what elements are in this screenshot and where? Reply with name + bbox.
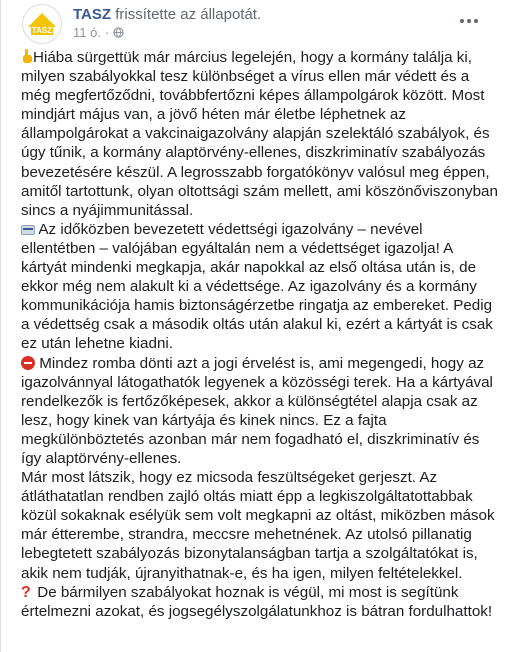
author-line (73, 6, 261, 24)
paragraph-text: Mindez romba dönti azt a jogi érvelést is, ami megengedi, hogy az igazolvánnyal látogathatók legyenek a közösségi terek. Ha a kártyával rendelkezők is fertőzőképesek, akkor a különségtétel alapja csak az lesz, hogy kinek van kártyája és kinek nincs. Ez a fajta megkülönböztetés azonban már nem fogadható el, diszkriminatív és így alaptörvény-ellenes. (21, 354, 493, 467)
more-dot-icon (474, 19, 478, 23)
post-header (13, 4, 499, 44)
globe-icon[interactable] (113, 27, 124, 38)
more-dot-icon (460, 19, 464, 23)
post-timestamp-link[interactable]: 11 ó. (73, 25, 101, 40)
tasz-logo-icon (23, 5, 61, 43)
paragraph-text: Az időközben bevezetett védettségi igazolvány – nevével ellentétben – valójában egyáltalán nem a védettséget igazolja! A kártyát mindenki megkapja, akár napokkal az első oltása után is, de ekkor még nem alakult ki a védettsége. Az igazolvány és a kormány kommunikációja hamis biztonságérzetbe ringatja az embereket. Pedig a védettség csak a második oltás után alakul ki, ezért a kártyát is csak ez után lehetne kiadni. (21, 220, 493, 353)
avatar-logo-text: TASZ (31, 26, 53, 35)
more-dot-icon (467, 19, 471, 23)
post-action-text: frissítette az állapotát. (115, 6, 262, 23)
tasz-logo-avatar[interactable] (22, 4, 62, 44)
paragraph-text: Hiába sürgettük már március legelején, hogy a kormány találja ki, milyen szabályokkal tesz különbséget a vírus ellen már védett és a még megfertőződni, továbbfertőzni képes állampolgárok között. Most mindjárt május van, a jövő héten már életbe léphetnek az állampolgárokat a vakcinaigazolvány alapján szelektáló szabályok, és úgy tűnik, a kormány alaptörvény-ellenes, diszkriminatív szabályozás bevezetésére készül. A legrosszabb forgatókönyv valósul meg éppen, amitől tartottunk, olyan oltottsági szám mellett, ami köszönőviszonyban sincs a nyájimmunitással. (21, 49, 498, 219)
question-mark-icon: ? (21, 583, 31, 601)
meta-separator: · (104, 25, 110, 40)
paragraph-text: Már most látszik, hogy ez micsoda feszültségeket gerjeszt. Az átláthatatlan rendben zajló oltás miatt épp a legkiszolgáltatottabbak közül sokaknak esélyük sem volt megkapni az oltást, miközben mások már étterembe, strandra, meccsre mehetnének. Az utolsó pillanatig lebegtetett szabályozás bizonytalanságban tartja a szolgáltatókat is, akik nem tudják, újranyithatnak-e, és ha igen, milyen feltételekkel. (21, 469, 495, 582)
post-paragraph (21, 354, 499, 469)
pointing-hand-icon (21, 49, 33, 64)
post-body (21, 48, 499, 621)
author-name-link[interactable]: TASZ (73, 6, 112, 23)
more-options-button[interactable] (457, 14, 481, 28)
post-paragraph (21, 583, 499, 621)
id-card-icon (21, 225, 35, 235)
no-entry-icon (21, 356, 35, 370)
post-paragraph (21, 220, 499, 354)
post-meta (73, 25, 124, 40)
paragraph-text: De bármilyen szabályokat hoznak is végül, mi most is segítünk értelmezni azokat, és jogsegélyszolgálatunkhoz is bátran fordulhattok! (21, 583, 493, 620)
post-paragraph (21, 468, 499, 583)
post-paragraph (21, 48, 499, 220)
